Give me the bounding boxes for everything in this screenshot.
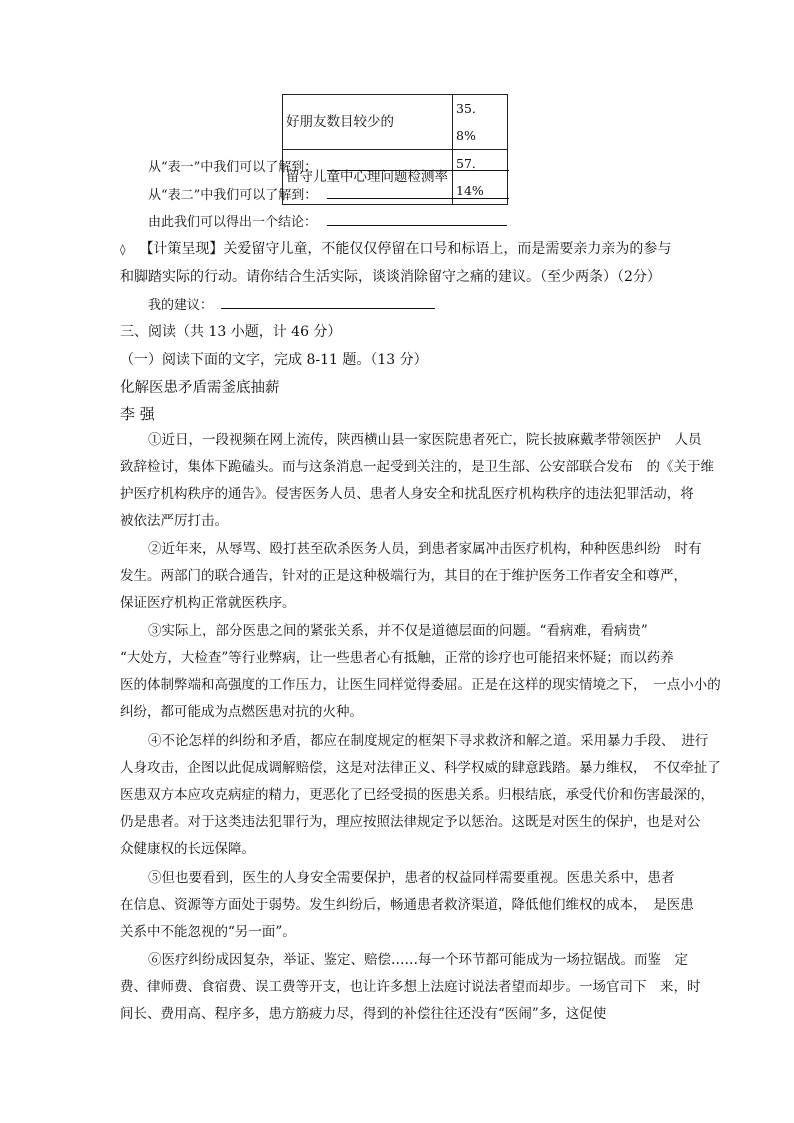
paragraph-line: 纠纷，都可能成为点燃医患对抗的火种。 xyxy=(120,704,363,720)
list-marker: ◊ xyxy=(120,243,126,256)
question-text: 由此我们可以得出一个结论： xyxy=(148,215,318,230)
article-author: 李 强 xyxy=(120,405,155,423)
answer-blank[interactable] xyxy=(327,211,507,226)
paragraph-line: 被依法严厉打击。 xyxy=(120,513,228,529)
paragraph xyxy=(120,618,721,726)
question-text: 我的建议： xyxy=(148,298,214,313)
paragraph-line: 人身攻击，企图以此促成调解赔偿，这是对法律正义、科学权威的肆意践踏。暴力维权， 不仅牵扯了 xyxy=(120,760,721,776)
question-table1 xyxy=(148,156,509,175)
strategy-question-line2 xyxy=(120,266,661,286)
question-conclusion xyxy=(148,211,507,230)
paragraph-line: “大处方，大检查”等行业弊病，让一些患者心有抵触，正常的诊疗也可能招来怀疑；而以药养 xyxy=(120,650,674,666)
paragraph-line: 仍是患者。对于这类违法犯罪行为，理应按照法律规定予以惩治。这既是对医生的保护，也是对公 xyxy=(120,814,701,830)
paragraph-line: 众健康权的长远保障。 xyxy=(120,841,255,857)
paragraph-line: ⑥医疗纠纷成因复杂，举证、鉴定、赔偿……每一个环节都可能成为一场拉锯战。而鉴 定 xyxy=(148,952,688,968)
paragraph-line: 费、律师费、食宿费、误工费等开支，也让许多想上法庭讨说法者望而却步。一场官司下 来，时 xyxy=(120,979,701,995)
answer-blank[interactable] xyxy=(221,294,435,309)
question-text: 【计策呈现】关爱留守儿童，不能仅仅停留在口号和标语上，而是需要亲力亲为的参与 xyxy=(139,241,672,257)
paragraph-line: ②近年来，从辱骂、殴打甚至砍杀医务人员，到患者家属冲击医疗机构，种种医患纠纷 时有 xyxy=(148,541,702,557)
paragraph-line: 致辞检讨，集体下跪磕头。而与这条消息一起受到关注的，是卫生部、公安部联合发布 的《关于维 xyxy=(120,459,714,475)
paragraph-line: ⑤但也要看到，医生的人身安全需要保护，患者的权益同样需要重视。医患关系中，患者 xyxy=(148,870,675,886)
paragraph xyxy=(120,865,694,946)
strategy-question-line1 xyxy=(120,238,671,258)
table-cell-value: 35．8% xyxy=(453,95,508,150)
table-cell-label: 留守儿童中心理问题检测率 xyxy=(283,150,453,205)
subsection-heading: （一）阅读下面的文字，完成 8-11 题。（13 分） xyxy=(120,352,428,368)
paragraph-line: ③实际上，部分医患之间的紧张关系，并不仅是道德层面的问题。“看病难，看病贵” xyxy=(148,623,648,639)
question-table2 xyxy=(148,184,509,203)
question-text: 从“表一”中我们可以了解到： xyxy=(148,160,318,175)
paragraph-line: 发生。两部门的联合通告，针对的正是这种极端行为，其目的在于维护医务工作者安全和尊严， xyxy=(120,568,687,584)
paragraph-line: 关系中不能忽视的“另一面”。 xyxy=(120,924,296,940)
paragraph-line: ①近日，一段视频在网上流传，陕西横山县一家医院患者死亡，院长披麻戴孝带领医护 人员 xyxy=(148,432,702,448)
paragraph-line: 在信息、资源等方面处于弱势。发生纠纷后，畅通患者救济渠道，降低他们维权的成本， 是医患 xyxy=(120,897,694,913)
table-cell-value: 57．14% xyxy=(453,150,508,205)
paragraph-line: 保证医疗机构正常就医秩序。 xyxy=(120,595,296,611)
table-row xyxy=(283,95,508,150)
section-heading: 三、阅读（共 13 小题，计 46 分） xyxy=(120,324,342,340)
question-text: 从“表二”中我们可以了解到： xyxy=(148,188,318,203)
paragraph xyxy=(120,728,721,863)
paragraph-line: 医的体制弊端和高强度的工作压力，让医生同样觉得委屈。正是在这样的现实情境之下， 一点小小的 xyxy=(120,677,721,693)
table-cell-label: 好朋友数目较少的 xyxy=(283,95,453,150)
paragraph-line: 护医疗机构秩序的通告》。侵害医务人员、患者人身安全和扰乱医疗机构秩序的违法犯罪活动，将 xyxy=(120,486,694,502)
answer-blank[interactable] xyxy=(327,184,509,199)
paragraph xyxy=(120,947,701,1028)
answer-blank[interactable] xyxy=(327,156,509,171)
article-title: 化解医患矛盾需釜底抽薪 xyxy=(120,380,280,396)
paragraph xyxy=(120,427,714,535)
paragraph-line: 医患双方本应攻克病症的精力，更恶化了已经受损的医患关系。归根结底，承受代价和伤害最深的， xyxy=(120,787,714,803)
paragraph-line: ④不论怎样的纠纷和矛盾，都应在制度规定的框架下寻求救济和解之道。采用暴力手段、 进行 xyxy=(148,733,709,749)
paragraph xyxy=(120,536,702,617)
paragraph-line: 间长、费用高、程序多，患方筋疲力尽，得到的补偿往往还没有“医闹”多，这促使 xyxy=(120,1006,607,1022)
question-text: 和脚踏实际的行动。请你结合生活实际，谈谈消除留守之痛的建议。（至少两条）（2分） xyxy=(120,269,661,285)
suggestion-field xyxy=(148,294,435,313)
